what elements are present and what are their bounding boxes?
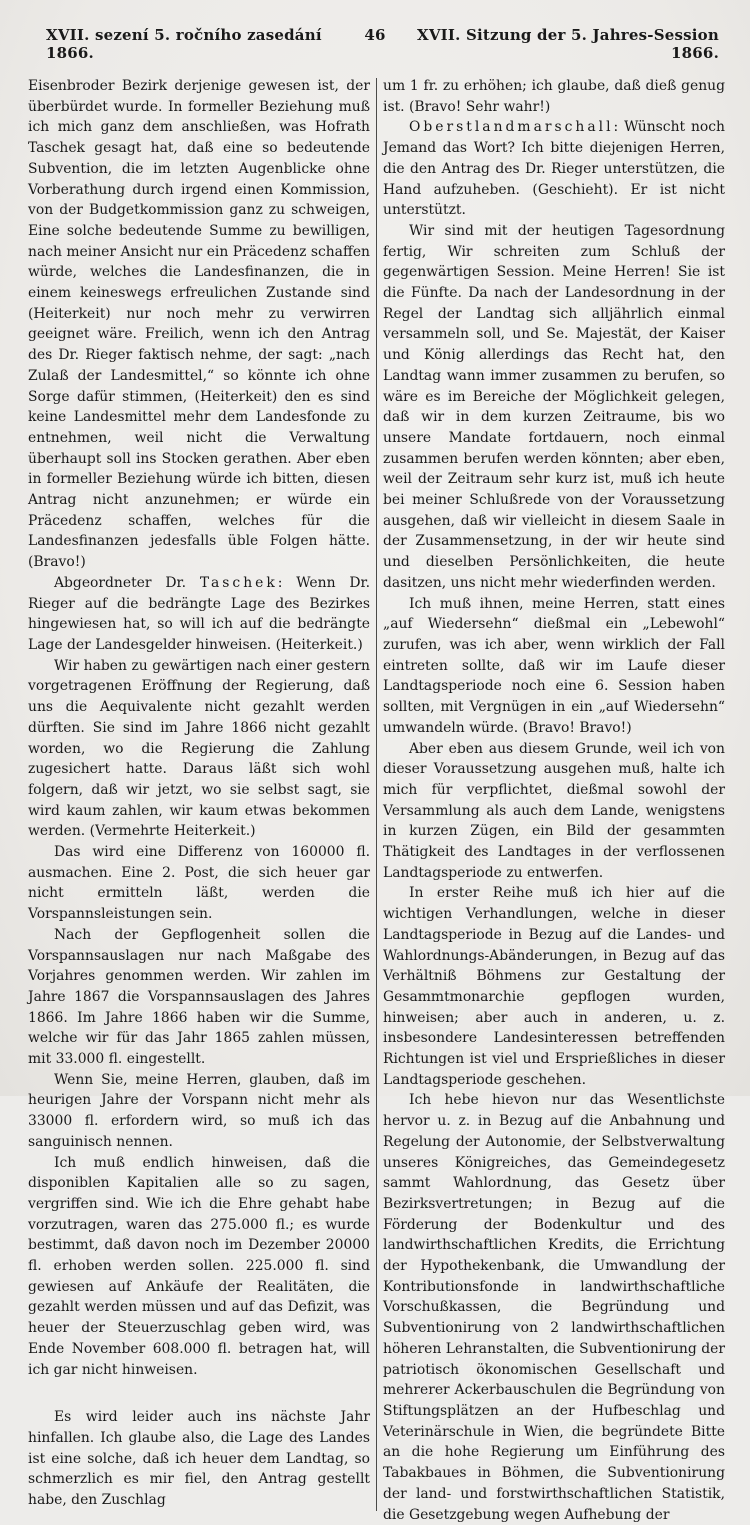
paragraph <box>28 1070 370 1153</box>
paragraph-text: In erster Reihe muß ich hier auf die wichtigen Verhandlungen, welche in dieser Landtagsperiode in Bezug auf die Landes- und Wahlordnungs-Abänderungen, in Bezug auf das Verhältniß Böhmens zur Gestaltung der Gesammtmonarchie gepflogen wurden, hinweisen; aber auch in anderen, u. z. insbesondere Landesinteressen betreffenden Richtungen ist viel und Ersprießliches in dieser Landtagsperiode geschehen. <box>383 885 725 1088</box>
paragraph-text: : Wenn Dr. Rieger auf die bedrängte Lage des Bezirkes hingewiesen hat, so will ich auf die bedrängte Lage der Landesgelder hinweisen. (Heiterkeit.) <box>28 574 370 653</box>
paragraph <box>383 221 725 594</box>
paragraph-text: Aber eben aus diesem Grunde, weil ich von dieser Voraussetzung ausgehen muß, halte ich mich für verpflichtet, dießmal sowohl der Versammlung als auch dem Lande, wenigstens in kurzen Zügen, ein Bild der gesammten Thätigkeit des Landtages in der verflossenen Landtagsperiode zu entwerfen. <box>383 740 725 881</box>
paragraph <box>28 842 370 925</box>
text-columns <box>28 76 725 1525</box>
header-title-german: XVII. Sitzung der 5. Jahres-Session 1866. <box>416 26 719 62</box>
paragraph-text: Ich hebe hievon nur das Wesentlichste hervor u. z. in Bezug auf die Anbahnung und Regelung der Autonomie, der Selbstverwaltung unseres Königreiches, das Gemeindegesetz sammt Wahlordnung, das Gesetz über Bezirksvertretungen; in Bezug auf die Förderung der Bodenkultur und des landwirthschaftlichen Kredits, die Errichtung der Hypothekenbank, die Umwandlung der Kontributionsfonde in landwirthschaftliche Vorschußkassen, die Begründung und Subventionirung von 2 landwirthschaftlichen höheren Lehranstalten, die Subventionirung der patriotisch ökonomischen Gesellschaft und mehrerer Ackerbauschulen die Begründung von Stiftungsplätzen an der Hufbeschlag und Veterinärschule in Wien, die begründete Bitte an die hohe Regierung um Einführung des Tabakbaues in Böhmen, die Subventionirung der land- und forstwirthschaftlichen Statistik, die Gesetzgebung wegen Aufhebung der <box>383 1092 725 1523</box>
paragraph-text: : Wünscht noch Jemand das Wort? Ich bitte diejenigen Herren, die den Antrag des Dr. Rieger unterstützen, die Hand aufzuheben. (Geschieht). Er ist nicht unterstützt. <box>383 119 725 219</box>
paragraph <box>28 656 370 842</box>
header-title-czech: XVII. sezení 5. ročního zasedání 1866. <box>46 26 322 62</box>
paragraph-text: um 1 fr. zu erhöhen; ich glaube, daß dieß genug ist. (Bravo! Sehr wahr!) <box>383 78 725 115</box>
paragraph <box>383 76 725 117</box>
column-divider-rule <box>376 78 377 1511</box>
paragraph <box>28 573 370 656</box>
speaker-name: Oberstlandmarschall <box>409 119 614 136</box>
left-column <box>28 76 370 1525</box>
page-header <box>28 26 725 62</box>
paragraph-text: Das wird eine Differenz von 160000 fl. ausmachen. Eine 2. Post, die sich heuer gar nicht ermitteln läßt, werden die Vorspannsleistungen sein. <box>28 844 370 923</box>
paragraph-text: Wir sind mit der heutigen Tagesordnung fertig, Wir schreiten zum Schluß der gegenwärtigen Session. Meine Herren! Sie ist die Fünfte. Da nach der Landesordnung in der Regel der Landtag sich alljährlich einmal versammeln soll, und Se. Majestät, der Kaiser und König allerdings das Recht hat, den Landtag wann immer zusammen zu berufen, so wäre es im Bereiche der Möglichkeit gelegen, daß wir in dem kurzen Zeitraume, bis wo unsere Mandate fortdauern, noch einmal zusammen berufen werden könnten; aber eben, weil der Zeitraum sehr kurz ist, muß ich heute bei meiner Schlußrede von der Voraussetzung ausgehen, daß wir vielleicht in diesem Saale in der Zusammensetzung, in der wir heute sind und dieselben Persönlichkeiten, die heute dasitzen, uns nicht mehr wiederfinden werden. <box>383 222 725 591</box>
paragraph-text: Eisenbroder Bezirk derjenige gewesen ist, der überbürdet wurde. In formeller Beziehung muß ich mich ganz dem anschließen, was Hofrath Taschek gesagt hat, daß eine so bedeutende Subvention, die im letzten Augenblicke ohne Vorberathung durch irgend einen Kommission, von der Budgetkommission ganz zu schweigen, Eine solche bedeutende Summe zu bewilligen, nach meiner Ansicht nur ein Präcedenz schaffen würde, welches die Landesfinanzen, die in einem keineswegs erfreulichen Zustande sind (Heiterkeit) nur noch mehr zu verwirren geeignet wäre. Freilich, wenn ich den Antrag des Dr. Rieger faktisch nehme, der sagt: „nach Zulaß der Landesmittel,“ so könnte ich ohne Sorge dafür stimmen, (Heiterkeit) den es sind keine Landesmittel mehr dem Landesfonde zu entnehmen, weil nicht die Verwaltung überhaupt soll ins Stocken gerathen. Aber eben in formeller Beziehung würde ich bitten, diesen Antrag nicht anzunehmen; er würde ein Präcedenz schaffen, welches für die Landesfinanzen jedesfalls üble Folgen hätte. (Bravo!) <box>28 78 370 571</box>
right-column <box>383 76 725 1525</box>
paragraph <box>28 1407 370 1511</box>
speaker-name: Taschek <box>199 574 278 591</box>
paragraph-text: Wir haben zu gewärtigen nach einer gestern vorgetragenen Eröffnung der Regierung, daß uns die Aequivalente nicht gezahlt werden dürften. Sie sind im Jahre 1866 nicht gezahlt worden, wo die Regierung die Zahlung zugesichert hatte. Daraus läßt sich wohl folgern, daß wir jetzt, wo sie selbst sagt, sie wird kaum zahlen, wir kaum etwas bekommen werden. (Vermehrte Heiterkeit.) <box>28 657 370 840</box>
paragraph <box>28 1153 370 1381</box>
paragraph-text: Abgeordneter Dr. <box>54 574 200 591</box>
paragraph <box>28 76 370 573</box>
paragraph <box>28 925 370 1070</box>
paragraph-text: Nach der Gepflogenheit sollen die Vorspannsauslagen nur nach Maßgabe des Vorjahres genommen werden. Wir zahlen im Jahre 1867 die Vorspannsauslagen des Jahres 1866. Im Jahre 1866 haben wir die Summe, welche wir für das Jahr 1865 zahlen müssen, mit 33.000 fl. eingestellt. <box>28 926 370 1068</box>
paragraph-text: Ich muß endlich hinweisen, daß die disponiblen Kapitalien alle so zu sagen, vergriffen sind. Wie ich die Ehre gehabt habe vorzutragen, waren das 275.000 fl.; es wurde bestimmt, daß davon noch im Dezember 20000 fl. erhoben werden sollen. 225.000 fl. sind gewiesen auf Ankäufe der Realitäten, die gezahlt werden müssen und auf das Defizit, was heuer der Steuerzuschlag geben wird, was Ende November 608.000 fl. betragen hat, will ich gar nicht hinweisen. <box>28 1154 370 1378</box>
page-number: 46 <box>364 26 386 44</box>
paragraph <box>383 1090 725 1525</box>
paragraph-text: Wenn Sie, meine Herren, glauben, daß im heurigen Jahre der Vorspann nicht mehr als 33000 fl. erfordern wird, so muß ich das sanguinisch nennen. <box>28 1071 370 1150</box>
paragraph <box>383 739 725 884</box>
paragraph-text: Es wird leider auch ins nächste Jahr hinfallen. Ich glaube also, die Lage des Landes ist eine solche, daß ich heuer dem Landtag, so schmerzlich es mir fiel, den Antrag gestellt habe, den Zuschlag <box>28 1409 370 1509</box>
paragraph <box>383 594 725 739</box>
paragraph-text: Ich muß ihnen, meine Herren, statt eines „auf Wiedersehn“ dießmal ein „Lebewohl“ zurufen, was ich aber, wenn wirklich der Fall eintreten sollte, daß wir im Laufe dieser Landtagsperiode noch eine 6. Session haben sollten, mit Vergnügen in ein „auf Wiedersehn“ umwandeln würde. (Bravo! Bravo!) <box>383 595 725 736</box>
paragraph <box>383 117 725 221</box>
paragraph <box>383 883 725 1090</box>
